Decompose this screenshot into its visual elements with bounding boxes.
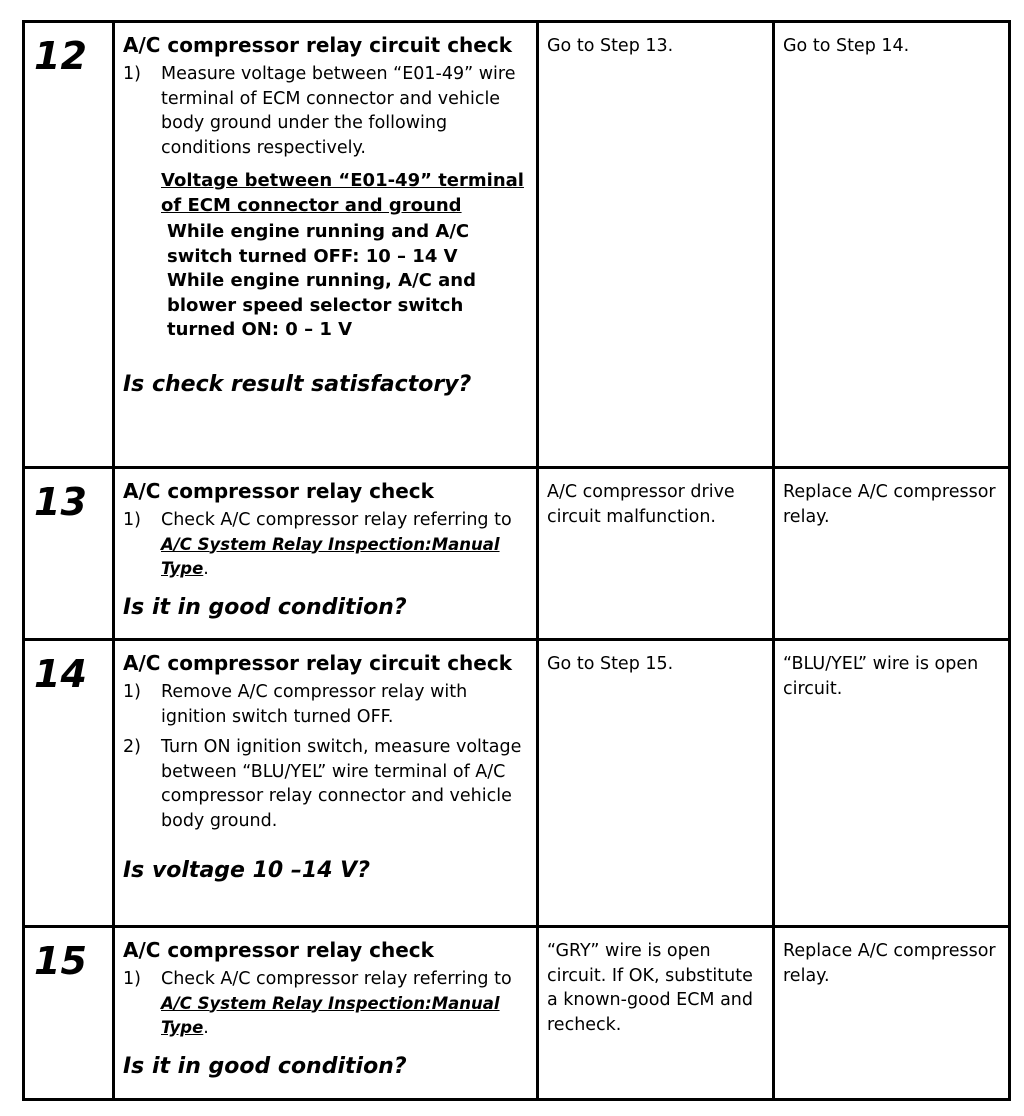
procedure-item-number: 1) xyxy=(123,969,141,989)
relay-inspection-link[interactable]: A/C System Relay Inspection:Manual Type xyxy=(161,534,500,578)
step-number: 14 xyxy=(34,652,87,696)
procedure-item-text: Check A/C compressor relay referring to xyxy=(161,510,512,530)
procedure-list xyxy=(123,508,528,582)
step-title: A/C compressor relay circuit check xyxy=(123,651,513,675)
procedure-item-text: Remove A/C compressor relay with ignition switch turned OFF. xyxy=(161,682,468,727)
procedure-item-text: Measure voltage between “E01-49” wire terminal of ECM connector and vehicle body ground under the following conditions respectively. xyxy=(161,64,516,158)
table-row-step-15 xyxy=(24,927,1010,1100)
step-number-cell xyxy=(24,468,114,640)
procedure-list xyxy=(123,967,528,1041)
procedure-item-text: Check A/C compressor relay referring to xyxy=(161,969,512,989)
yes-cell xyxy=(538,468,774,640)
no-result: “BLU/YEL” wire is open circuit. xyxy=(783,654,979,699)
step-number: 15 xyxy=(34,939,87,983)
procedure-item-number: 2) xyxy=(123,737,141,757)
step-title: A/C compressor relay circuit check xyxy=(123,33,513,57)
yes-result: “GRY” wire is open circuit. If OK, substitute a known-good ECM and recheck. xyxy=(547,941,753,1035)
no-cell xyxy=(774,22,1010,468)
check-question: Is it in good condition? xyxy=(123,594,407,620)
step-number: 12 xyxy=(34,34,87,78)
procedure-item-end: . xyxy=(203,1018,209,1038)
spec-condition-on: While engine running, A/C and blower speed selector switch turned ON: 0 – 1 V xyxy=(167,270,476,340)
check-question: Is check result satisfactory? xyxy=(123,371,472,397)
yes-cell xyxy=(538,927,774,1100)
procedure-item-end: . xyxy=(203,559,209,579)
relay-inspection-link[interactable]: A/C System Relay Inspection:Manual Type xyxy=(161,993,500,1037)
no-result: Go to Step 14. xyxy=(783,36,910,56)
no-cell xyxy=(774,927,1010,1100)
action-cell xyxy=(114,927,538,1100)
procedure-item xyxy=(123,62,528,160)
procedure-item xyxy=(123,680,528,729)
yes-cell xyxy=(538,640,774,927)
procedure-item-number: 1) xyxy=(123,510,141,530)
table-row-step-12 xyxy=(24,22,1010,468)
procedure-list xyxy=(123,62,528,160)
yes-result: Go to Step 13. xyxy=(547,36,674,56)
procedure-item xyxy=(123,967,528,1041)
check-question: Is voltage 10 –14 V? xyxy=(123,858,370,883)
procedure-item xyxy=(123,508,528,582)
action-cell xyxy=(114,22,538,468)
yes-cell xyxy=(538,22,774,468)
check-question: Is it in good condition? xyxy=(123,1053,407,1079)
procedure-item-number: 1) xyxy=(123,682,141,702)
spec-condition-off: While engine running and A/C switch turned OFF: 10 – 14 V xyxy=(167,221,470,267)
no-cell xyxy=(774,640,1010,927)
no-result: Replace A/C compressor relay. xyxy=(783,482,996,527)
procedure-item-text: Turn ON ignition switch, measure voltage between “BLU/YEL” wire terminal of A/C compressor relay connector and vehicle body ground. xyxy=(161,737,522,831)
table-row-step-13 xyxy=(24,468,1010,640)
procedure-item xyxy=(123,735,528,833)
diagnostic-table xyxy=(22,20,1011,1101)
step-number: 13 xyxy=(34,480,87,524)
step-number-cell xyxy=(24,927,114,1100)
step-title: A/C compressor relay check xyxy=(123,479,434,503)
step-number-cell xyxy=(24,640,114,927)
table-row-step-14 xyxy=(24,640,1010,927)
no-cell xyxy=(774,468,1010,640)
step-title: A/C compressor relay check xyxy=(123,938,434,962)
no-result: Replace A/C compressor relay. xyxy=(783,941,996,986)
procedure-item-number: 1) xyxy=(123,64,141,84)
procedure-list xyxy=(123,680,528,833)
yes-result: Go to Step 15. xyxy=(547,654,674,674)
action-cell xyxy=(114,468,538,640)
action-cell xyxy=(114,640,538,927)
step-number-cell xyxy=(24,22,114,468)
yes-result: A/C compressor drive circuit malfunction. xyxy=(547,482,735,527)
spec-heading: Voltage between “E01-49” terminal of ECM connector and ground xyxy=(161,170,524,216)
